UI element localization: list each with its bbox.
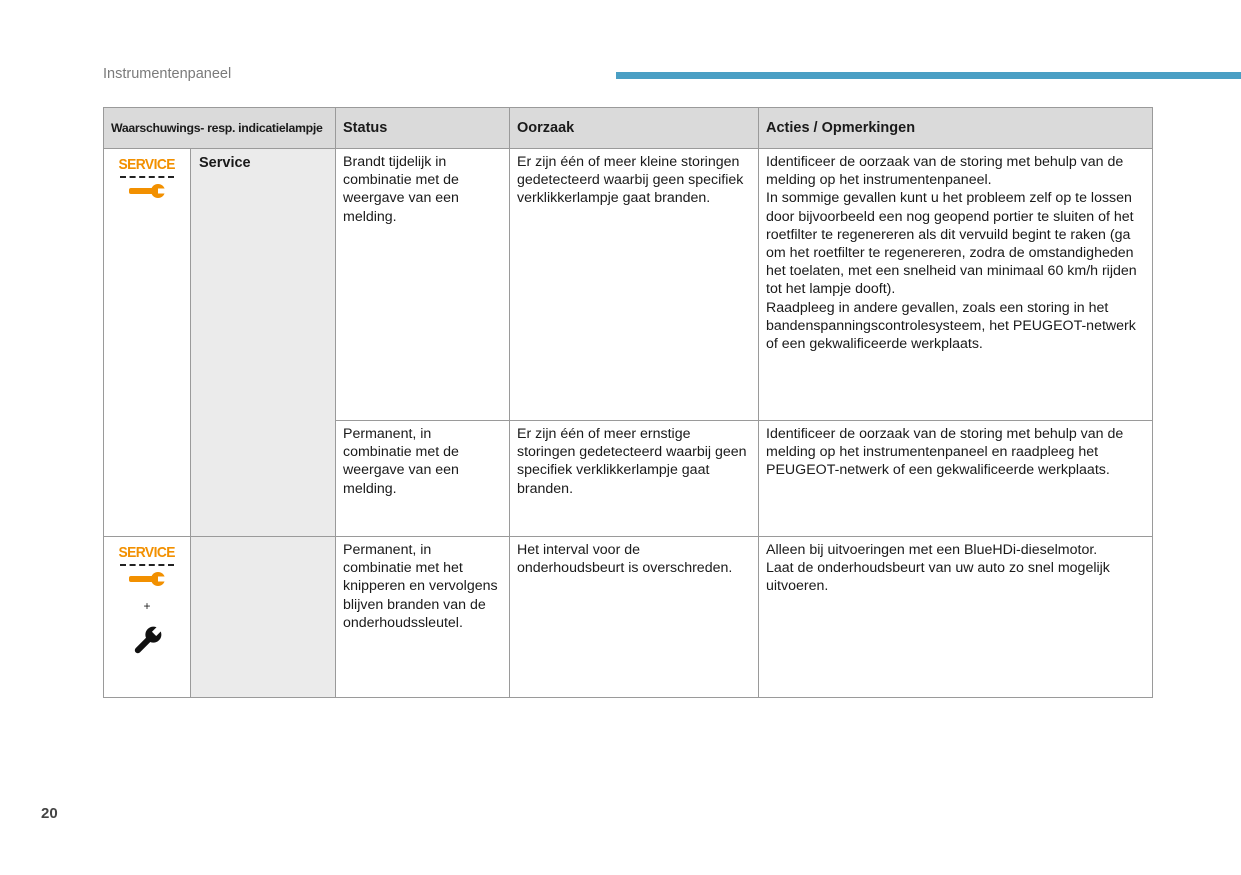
- cause-text: Het interval voor de onderhoudsbeurt is overschreden.: [517, 542, 733, 577]
- action-cell: [759, 149, 1153, 421]
- section-title: Instrumentenpaneel: [103, 66, 232, 82]
- status-cell: [336, 421, 510, 537]
- action-text: Identificeer de oorzaak van de storing met behulp van de melding op het instrumentenpaneel. In sommige gevallen kunt u het probleem zelf op te lossen door bijvoorbeeld een nog geopend portier te sluiten of het roetfilter te regenereren als dit vervuild begint te raken (ga om het roetfilter te regenereren, zodra de omstandigheden het toelaten, met een snelheid van minimaal 60 km/h rijden tot het lampje dooft). Raadpleeg in andere gevallen, zoals een storing in het bandenspanningscontrolesysteem, het PEUGEOT-netwerk of een gekwalificeerde werkplaats.: [766, 154, 1137, 353]
- status-text: Permanent, in combinatie met de weergave van een melding.: [343, 426, 459, 497]
- status-text: Brandt tijdelijk in combinatie met de weergave van een melding.: [343, 154, 459, 225]
- service-dash-line: [120, 564, 174, 566]
- column-header-lamp: Waarschuwings- resp. indicatielampje: [104, 108, 336, 149]
- page-number: 20: [41, 805, 58, 822]
- cause-cell: [510, 149, 759, 421]
- service-warning-icon-label: SERVICE: [118, 156, 176, 173]
- plus-sign: +: [143, 599, 151, 613]
- service-wrench-icon: [127, 181, 167, 201]
- service-wrench-icon: [127, 569, 167, 589]
- cause-text: Er zijn één of meer kleine storingen gedetecteerd waarbij geen specifiek verklikkerlampje gaat branden.: [517, 154, 744, 207]
- lamp-name: [191, 537, 335, 547]
- maintenance-wrench-icon: [127, 621, 167, 661]
- column-header-status: Status: [336, 108, 510, 149]
- status-cell: [336, 537, 510, 698]
- warning-lights-table: [103, 107, 1153, 698]
- action-cell: [759, 421, 1153, 537]
- service-warning-icon-label: SERVICE: [118, 544, 176, 561]
- lamp-icon-cell: [104, 149, 191, 537]
- service-dash-line: [120, 176, 174, 178]
- lamp-name-cell: [191, 537, 336, 698]
- lamp-icon-cell: [104, 537, 191, 698]
- table-header-row: [104, 108, 1153, 149]
- lamp-name-cell: [191, 149, 336, 537]
- header-accent-bar: [616, 72, 1241, 79]
- status-cell: [336, 149, 510, 421]
- cause-cell: [510, 421, 759, 537]
- action-cell: [759, 537, 1153, 698]
- table-row: [104, 537, 1153, 698]
- action-text: Alleen bij uitvoeringen met een BlueHDi-dieselmotor. Laat de onderhoudsbeurt van uw auto zo snel mogelijk uitvoeren.: [766, 542, 1110, 595]
- column-header-cause: Oorzaak: [510, 108, 759, 149]
- lamp-name: Service: [199, 155, 251, 171]
- column-header-actions: Acties / Opmerkingen: [759, 108, 1153, 149]
- status-text: Permanent, in combinatie met het knipperen en vervolgens blijven branden van de onderhoudssleutel.: [343, 542, 498, 631]
- table-row: [104, 149, 1153, 421]
- cause-text: Er zijn één of meer ernstige storingen gedetecteerd waarbij geen specifiek verklikkerlampje gaat branden.: [517, 426, 747, 497]
- cause-cell: [510, 537, 759, 698]
- action-text: Identificeer de oorzaak van de storing met behulp van de melding op het instrumentenpaneel en raadpleeg het PEUGEOT-netwerk of een gekwalificeerde werkplaats.: [766, 426, 1124, 479]
